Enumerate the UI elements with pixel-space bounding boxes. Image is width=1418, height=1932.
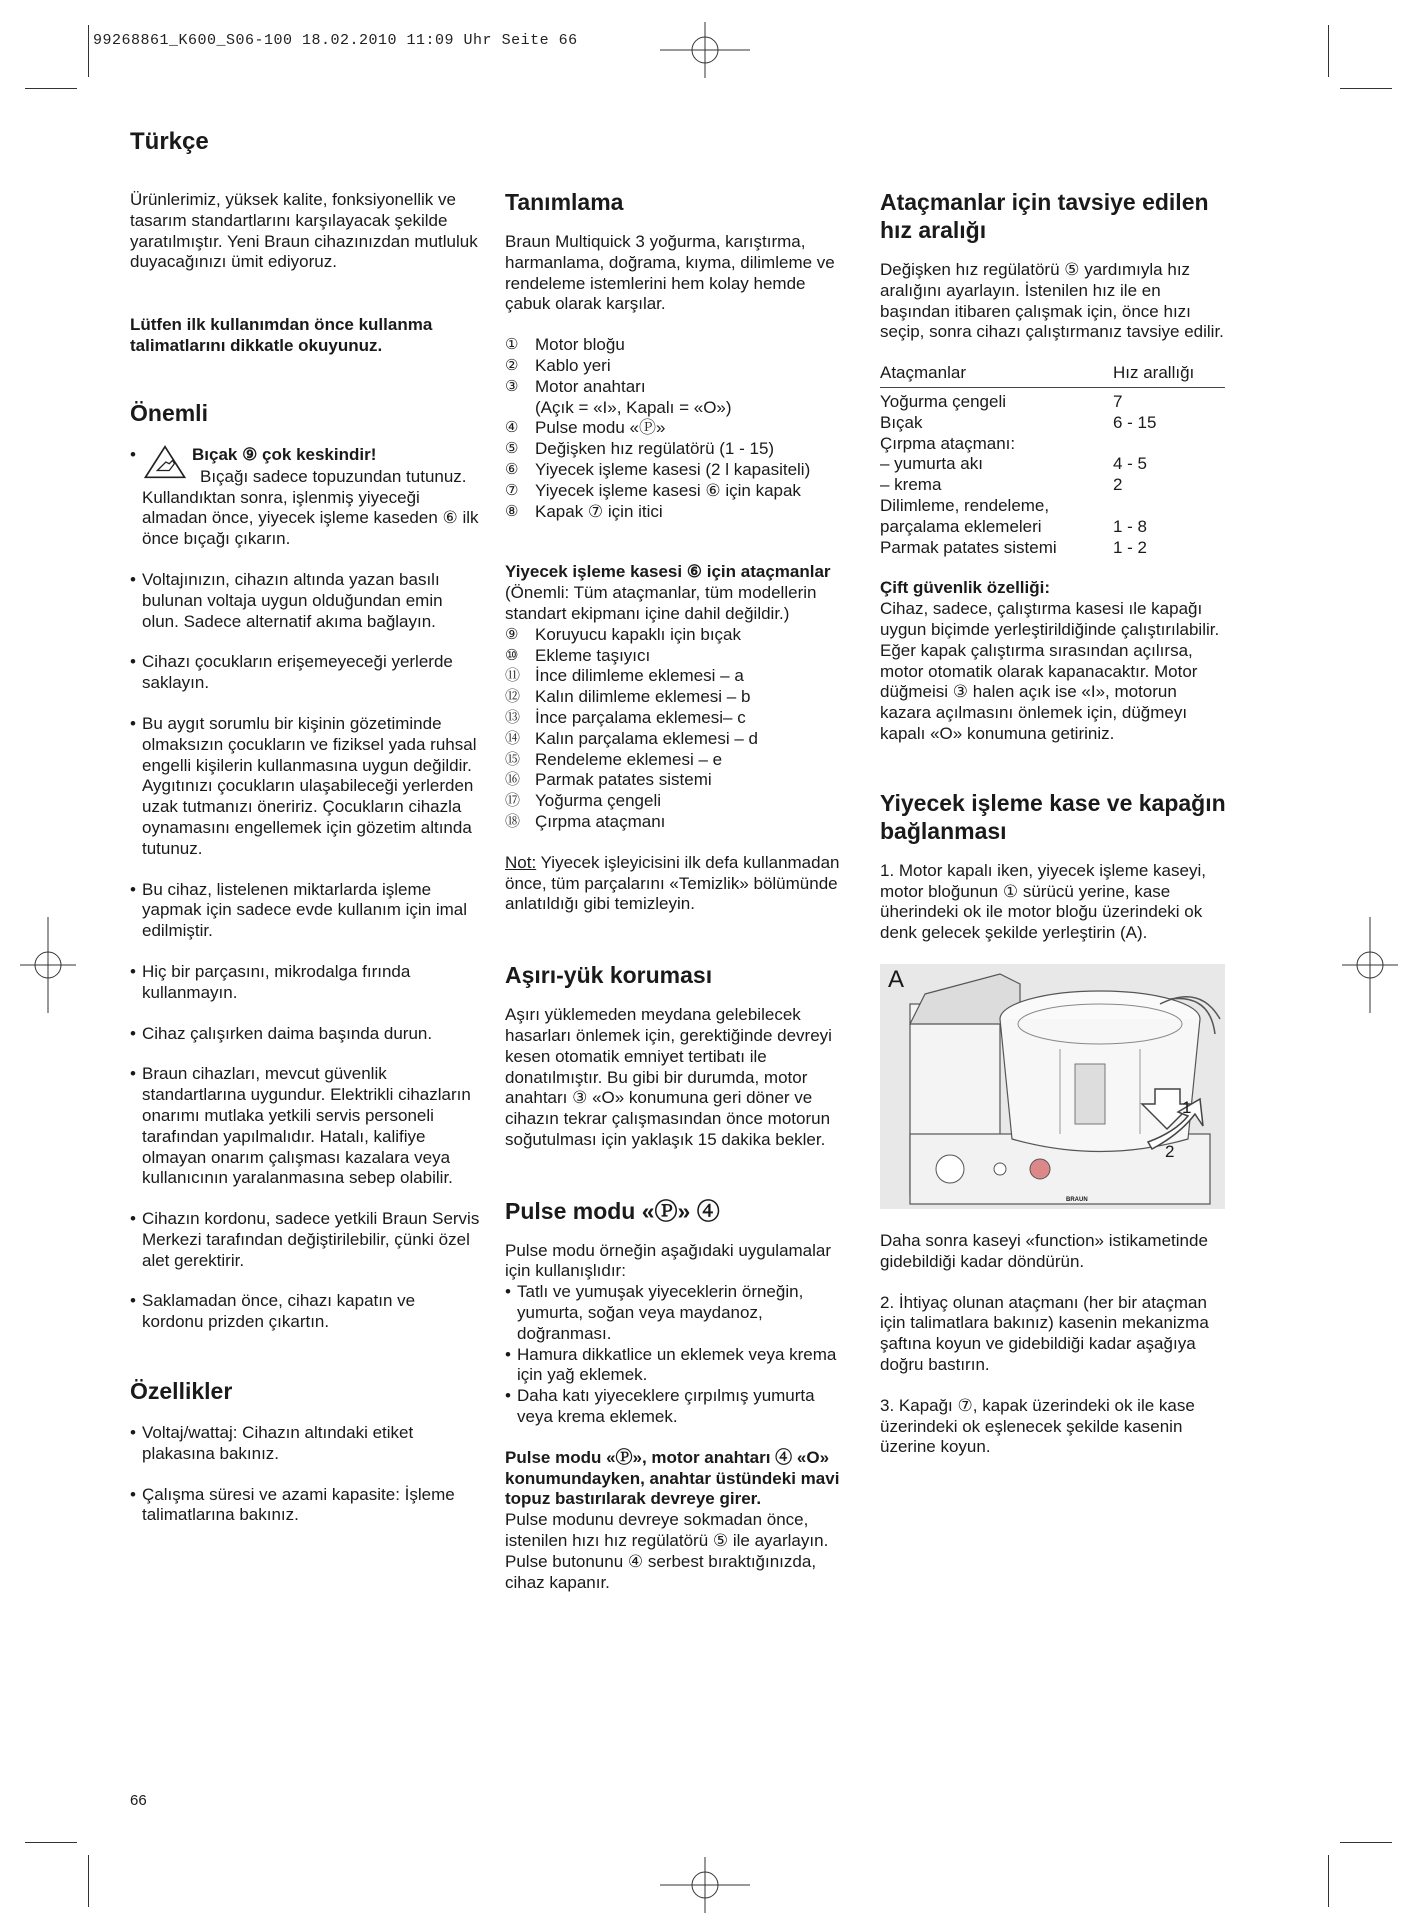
after-figure-text: Daha sonra kaseyi «function» istikametinde gidebildiği kadar döndürün.: [880, 1230, 1208, 1271]
important-heading: Önemli: [130, 399, 208, 426]
list-item: • Hiç bir parçasını, mikrodalga fırında kullanmayın.: [130, 962, 480, 1004]
list-item: ③ Motor anahtarı: [505, 376, 646, 396]
safety-heading: Çift güvenlik özelliği:: [880, 578, 1051, 598]
list-item: ⑧ Kapak ⑦ için itici: [505, 501, 663, 521]
attachments-note: (Önemli: Tüm ataçmanlar, tüm modellerin standart ekipmanı içine dahil değildir.): [505, 583, 817, 623]
list-item: • Bu aygıt sorumlu bir kişinin gözetiminde olmaksızın çocukların ve fiziksel yada ruhsal engelli kişilerin kullanmasına uygun değildir. Aygıtınızı çocukların ulaşabileceği yerlerden uzak tutmanızı öneririz. Çocukların cihazla oynamasını engellemek için gözetim altında tutunuz.: [130, 714, 480, 860]
table-row: Yoğurma çengeli 7: [880, 391, 1123, 411]
food-processor-illustration: [880, 964, 1225, 1209]
list-item: ⑨ Koruyucu kapaklı için bıçak: [505, 624, 741, 644]
list-item: • Voltaj/wattaj: Cihazın altındaki etiket plakasına bakınız.: [130, 1423, 480, 1465]
list-item: ⑯ Parmak patates sistemi: [505, 770, 712, 790]
step-3-text: 3. Kapağı ⑦, kapak üzerindeki ok ile kase üzerindeki ok eşlenecek şekilde kasenin üzerine koyun.: [880, 1395, 1195, 1457]
table-header: Hız arallığı: [1113, 363, 1225, 387]
speed-text: Değişken hız regülatörü ⑤ yardımıyla hız aralığını ayarlayın. İstenilen hız ile en başından itibaren çalışmak için, önce hızı seçip, sonra cihazı çalıştırmanız tavsiye edilir.: [880, 260, 1224, 342]
registration-mark-right: [1340, 915, 1400, 1015]
list-item: ⑰ Yoğurma çengeli: [505, 791, 662, 811]
note-label: Not:: [505, 852, 537, 872]
attachments-heading: Yiyecek işleme kasesi ⑥ için ataçmanlar: [505, 562, 831, 582]
table-row: Dilimleme, rendeleme,: [880, 495, 1050, 515]
brand-logo: BRAUN: [1066, 1196, 1088, 1203]
safety-text: Cihaz, sadece, çalıştırma kasesi ıle kapağı uygun biçimde yerleştirildiğinde çalıştırılabilir. Eğer kapak çalıştırma sırasından açılırsa, motor otomatik olarak kapanacaktır. Motor düğmeisi ③ halen açık ise «I», motorun kazara açılmasını önlemek için, düğmeyı kapalı «O» konumuna getiriniz.: [880, 599, 1220, 743]
table-row: parçalama eklemeleri 1 - 8: [880, 516, 1148, 536]
attach-heading: Yiyecek işleme kase ve kapağın bağlanması: [880, 789, 1226, 844]
list-item: ④ Pulse modu «Ⓟ»: [505, 418, 666, 438]
cleaning-note: Not: Yiyecek işleyicisini ilk defa kullanmadan önce, tüm parçalarını «Temizlik» bölümünde anlatıldığı gibi temizleyin.: [505, 852, 840, 914]
table-row: – krema 2: [880, 475, 1123, 495]
speed-heading: Ataçmanlar için tavsiye edilen hız aralığı: [880, 189, 1209, 243]
intro-text: Ürünlerimiz, yüksek kalite, fonksiyonellik ve tasarım standartlarını karşılayacak şekilde yaratılmıştır. Yeni Braun cihazınızdan mutluluk duyacağınızı ümit ediyoruz.: [130, 190, 478, 272]
list-item: ⑤ Değişken hız regülatörü (1 - 15): [505, 439, 775, 459]
column-3: [880, 188, 1230, 1458]
pulse-heading: Pulse modu «Ⓟ» ④: [505, 1197, 720, 1224]
description-heading: Tanımlama: [505, 189, 624, 215]
page-title: Türkçe: [130, 128, 209, 155]
parts-list: [505, 335, 850, 522]
list-item: • Cihazı çocukların erişemeyeceği yerlerde saklayın.: [130, 652, 480, 694]
table-row: Parmak patates sistemi 1 - 2: [880, 537, 1148, 557]
warning-title: Bıçak ⑨ çok keskindir!: [192, 444, 377, 464]
list-item: ⑮ Rendeleme eklemesi – e: [505, 749, 723, 769]
list-item: ⑭ Kalın parçalama eklemesi – d: [505, 728, 759, 748]
list-item: • Bu cihaz, listelenen miktarlarda işleme yapmak için sadece evde kullanım için imal edilmiştir.: [130, 880, 480, 942]
list-item: ⑦ Yiyecek işleme kasesi ⑥ için kapak: [505, 480, 801, 500]
registration-mark-left: [18, 915, 78, 1015]
page-number: 66: [130, 1792, 147, 1809]
list-item: ① Motor bloğu: [505, 335, 625, 355]
step-2-text: 2. İhtiyaç olunan ataçmanı (her bir ataçman için talimatlara bakınız) kasenin mekanizma şaftına koyun ve gidebildiği kadar aşağıya doğru bastırın.: [880, 1292, 1209, 1374]
read-instructions-notice: Lütfen ilk kullanımdan önce kullanma talimatlarını dikkatle okuyunuz.: [130, 315, 433, 355]
registration-mark-bottom: [655, 1855, 755, 1915]
overload-text: Aşırı yüklemeden meydana gelebilecek hasarları önlemek için, gerektiğinde devreyi kesen otomatik emniyet tertibatı ile donatılmıştır. Bu gibi bir durumda, motor anahtarı ③ «O» konumuna geri döner ve cihazın tekrar çalışmasından önce motorun soğutulması için yaklaşık 15 dakika bekler.: [505, 1005, 832, 1149]
list-item: • Çalışma süresi ve azami kapasite: İşleme talimatlarına bakınız.: [130, 1485, 480, 1527]
features-heading: Özellikler: [130, 1378, 233, 1405]
overload-heading: Aşırı-yük koruması: [505, 962, 713, 989]
list-item: • Daha katı yiyeceklere çırpılmış yumurta veya krema eklemek.: [505, 1386, 850, 1428]
column-2: [505, 188, 850, 1593]
column-1: [130, 190, 480, 1526]
description-text: Braun Multiquick 3 yoğurma, karıştırma, harmanlama, doğrama, kıyma, dilimleme ve rendeleme istemlerini hem kolay hemde çabuk olarak karşılar.: [505, 232, 835, 314]
table-header: Ataçmanlar: [880, 363, 1113, 387]
list-item: ⑫ Kalın dilimleme eklemesi – b: [505, 687, 751, 707]
list-item: ⑱ Çırpma ataçmanı: [505, 811, 666, 831]
registration-mark-top: [655, 20, 755, 80]
list-item: ⑬ İnce parçalama eklemesi– c: [505, 707, 746, 727]
print-slug: 99268861_K600_S06-100 18.02.2010 11:09 Uhr Seite 66: [93, 32, 578, 49]
list-item: • Hamura dikkatlice un eklemek veya krema için yağ eklemek.: [505, 1345, 850, 1387]
step-1-text: 1. Motor kapalı iken, yiyecek işleme kaseyi, motor bloğunun ① sürücü yerine, kase üherindeki ok ile motor bloğu üzerindeki ok denk gelecek şekilde yerleştirin (A).: [880, 860, 1206, 943]
list-item: • Saklamadan önce, cihazı kapatın ve kordonu prizden çıkartın.: [130, 1291, 480, 1333]
list-item: ⑪ İnce dilimleme eklemesi – a: [505, 666, 744, 686]
list-item: ⑥ Yiyecek işleme kasesi (2 l kapasiteli): [505, 459, 811, 479]
table-header-row: [880, 363, 1225, 387]
table-row: – yumurta akı 4 - 5: [880, 454, 1148, 474]
table-row: Çırpma ataçmanı:: [880, 433, 1016, 453]
attachments-list: [505, 625, 850, 833]
figure-a: [880, 964, 1225, 1209]
blade-warning: • Bıçak ⑨ çok keskindir! Bıçağı sadece topuzundan tutunuz. Kullandıktan sonra, işlenmiş yiyeceği almadan önce, yiyecek işleme kaseden ⑥ ilk önce bıçağı çıkarın.: [130, 444, 479, 549]
table-row: Bıçak 6 - 15: [880, 412, 1157, 432]
list-item: • Cihaz çalışırken daima başında durun.: [130, 1024, 480, 1045]
list-item: (Açık = «I», Kapalı = «O»): [535, 397, 732, 417]
figure-label: A: [888, 965, 905, 993]
figure-arrow-2-label: 2: [1165, 1141, 1175, 1161]
list-item: • Cihazın kordonu, sadece yetkili Braun Servis Merkezi tarafından değiştirilebilir, çünki özel alet gerektirir.: [130, 1209, 480, 1271]
list-item: • Braun cihazları, mevcut güvenlik standartlarına uygundur. Elektrikli cihazların onarımı mutlaka yetkili servis personeli tarafından yapılmalıdır. Hatalı, kalifiye olmayan onarım çalışması kazalara veya kullanıcının yaralanmasına sebep olabilir.: [130, 1064, 480, 1189]
safety-bullets: [130, 570, 480, 1333]
list-item: ⑩ Ekleme taşıyıcı: [505, 645, 651, 665]
warning-hand-icon: [142, 445, 188, 479]
figure-arrow-1-label: 1: [1182, 1097, 1192, 1117]
pulse-bold-text: Pulse modu «Ⓟ», motor anahtarı ④ «O» konumundayken, anahtar üstündeki mavi topuz bastırılarak devreye girer.: [505, 1447, 840, 1509]
speed-table: [880, 363, 1225, 558]
pulse-text: Pulse modunu devreye sokmadan önce, istenilen hızı hız regülatörü ⑤ ile ayarlayın. Pulse butonunu ④ serbest bıraktığınızda, cihaz kapanır.: [505, 1510, 829, 1592]
pulse-intro: Pulse modu örneğin aşağıdaki uygulamalar için kullanışlıdır:: [505, 1240, 832, 1281]
list-item: ② Kablo yeri: [505, 355, 611, 375]
list-item: • Tatlı ve yumuşak yiyeceklerin örneğin, yumurta, soğan veya maydanoz, doğranması.: [505, 1282, 850, 1344]
warning-text: Bıçağı sadece topuzundan tutunuz. Kullandıktan sonra, işlenmiş yiyeceği almadan önce, yiyecek işleme kaseden ⑥ ilk önce bıçağı çıkarın.: [142, 466, 479, 549]
list-item: • Voltajınızın, cihazın altında yazan basılı bulunan voltaja uygun olduğundan emin olun. Sadece alternatif akıma bağlayın.: [130, 570, 480, 632]
